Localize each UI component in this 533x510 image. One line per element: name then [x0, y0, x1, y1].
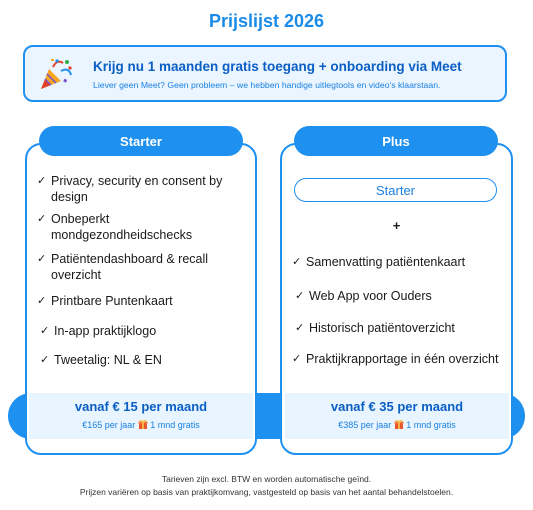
price-box-plus: [285, 393, 509, 439]
check-icon: ✓: [295, 322, 305, 334]
check-icon: ✓: [40, 354, 50, 366]
gift-icon: [138, 419, 148, 429]
feature-item: ✓ Praktijkrapportage in één overzicht: [292, 352, 499, 366]
plan-header-starter[interactable]: Starter: [39, 126, 243, 156]
check-icon: ✓: [295, 290, 305, 302]
check-icon: ✓: [292, 256, 302, 268]
feature-item: ✓ Patiëntendashboard & recall overzicht: [37, 252, 209, 282]
check-icon: ✓: [37, 253, 47, 265]
check-icon: ✓: [292, 353, 302, 365]
check-icon: ✓: [37, 175, 47, 187]
price-plus: vanaf € 35 per maand: [330, 399, 464, 414]
feature-item: ✓ Historisch patiëntoverzicht: [295, 321, 455, 335]
gift-icon: [394, 419, 404, 429]
feature-item: ✓ Samenvatting patiëntenkaart: [292, 255, 466, 269]
feature-item: ✓ Onbeperkt mondgezondheidschecks: [37, 212, 193, 242]
promo-headline: Krijg nu 1 maanden gratis toegang + onboarding via Meet: [93, 59, 462, 74]
includes-starter-button[interactable]: Starter: [294, 178, 497, 202]
plan-header-plus[interactable]: Plus: [294, 126, 498, 156]
price-detail-starter: €165 per jaar 1 mnd gratis: [82, 420, 200, 430]
price-box-starter: [29, 393, 253, 439]
check-icon: ✓: [40, 325, 50, 337]
check-icon: ✓: [37, 295, 47, 307]
price-starter: vanaf € 15 per maand: [74, 399, 208, 414]
footer-note-1: Tarieven zijn excl. BTW en worden automatische geïnd.: [161, 474, 372, 484]
check-icon: ✓: [37, 213, 47, 225]
footer-note-2: Prijzen variëren op basis van praktijkomvang, vastgesteld op basis van het aantal behandelstoelen.: [79, 487, 454, 497]
plus-sign: +: [392, 218, 401, 233]
feature-item: ✓ In-app praktijklogo: [40, 324, 157, 338]
feature-item: ✓ Privacy, security en consent by design: [37, 174, 223, 204]
feature-item: ✓ Web App voor Ouders: [295, 289, 432, 303]
promo-banner: [23, 45, 507, 102]
feature-item: ✓ Printbare Puntenkaart: [37, 294, 173, 308]
promo-subline: Liever geen Meet? Geen probleem – we hebben handige uitlegtools en video's klaarstaan.: [93, 80, 441, 90]
party-popper-icon: [39, 57, 73, 91]
feature-item: ✓ Tweetalig: NL & EN: [40, 353, 162, 367]
page-title: Prijslijst 2026: [208, 11, 325, 31]
price-detail-plus: €385 per jaar 1 mnd gratis: [338, 420, 456, 430]
